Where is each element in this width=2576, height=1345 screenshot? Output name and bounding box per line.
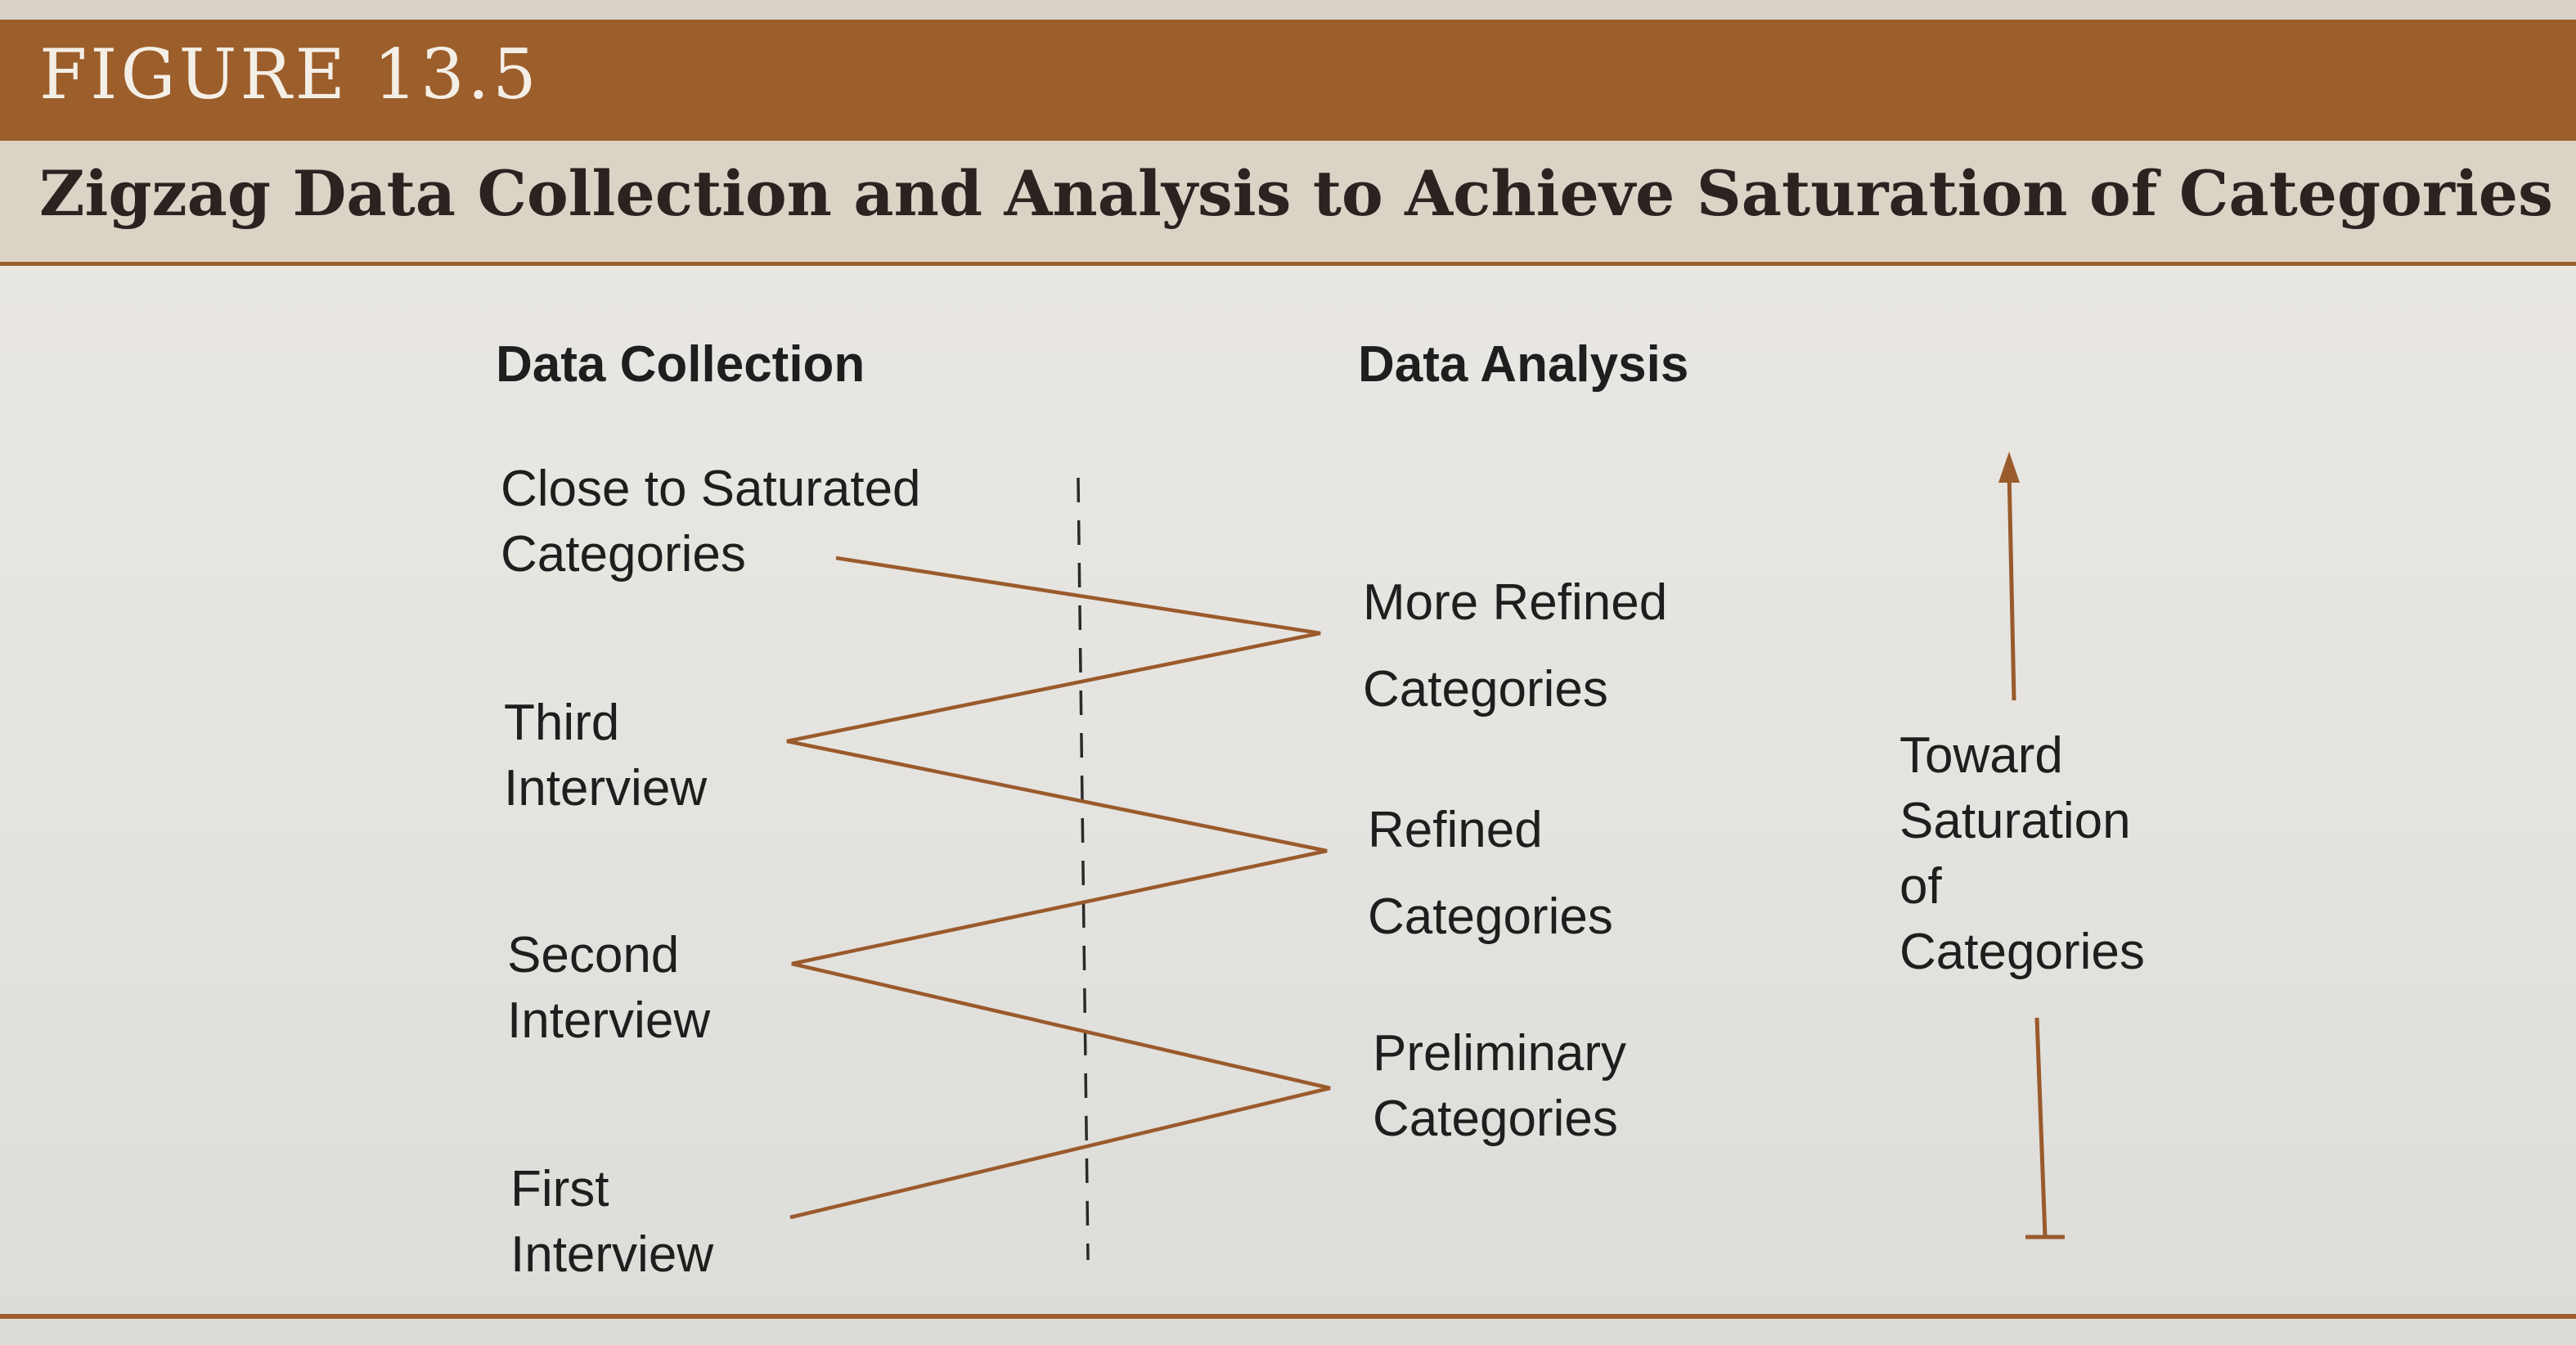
more-refined-categories-label: More Refined Categories [1363, 574, 1668, 717]
bottom-rule [0, 1314, 2576, 1319]
first-interview-label: First Interview [510, 1161, 714, 1283]
up-arrow-icon [1998, 452, 2020, 483]
preliminary-categories-label: Preliminary Categories [1373, 1025, 1627, 1147]
data-analysis-heading: Data Analysis [1358, 336, 1689, 393]
figure-title: Zigzag Data Collection and Analysis to Achieve Saturation of Categories [39, 157, 2553, 230]
zigzag-path [787, 558, 1330, 1217]
figure-label: FIGURE 13.5 [39, 34, 540, 115]
saturation-arrow-shaft [2009, 471, 2014, 700]
third-interview-label: Third Interview [504, 695, 708, 816]
close-to-saturated-label: Close to Saturated Categories [501, 461, 921, 583]
saturation-baseline-shaft [2037, 1018, 2045, 1237]
data-collection-heading: Data Collection [496, 336, 865, 393]
toward-saturation-label: Toward Saturation of Categories [1899, 727, 2145, 980]
refined-categories-label: Refined Categories [1368, 802, 1613, 945]
second-interview-label: Second Interview [507, 927, 711, 1049]
